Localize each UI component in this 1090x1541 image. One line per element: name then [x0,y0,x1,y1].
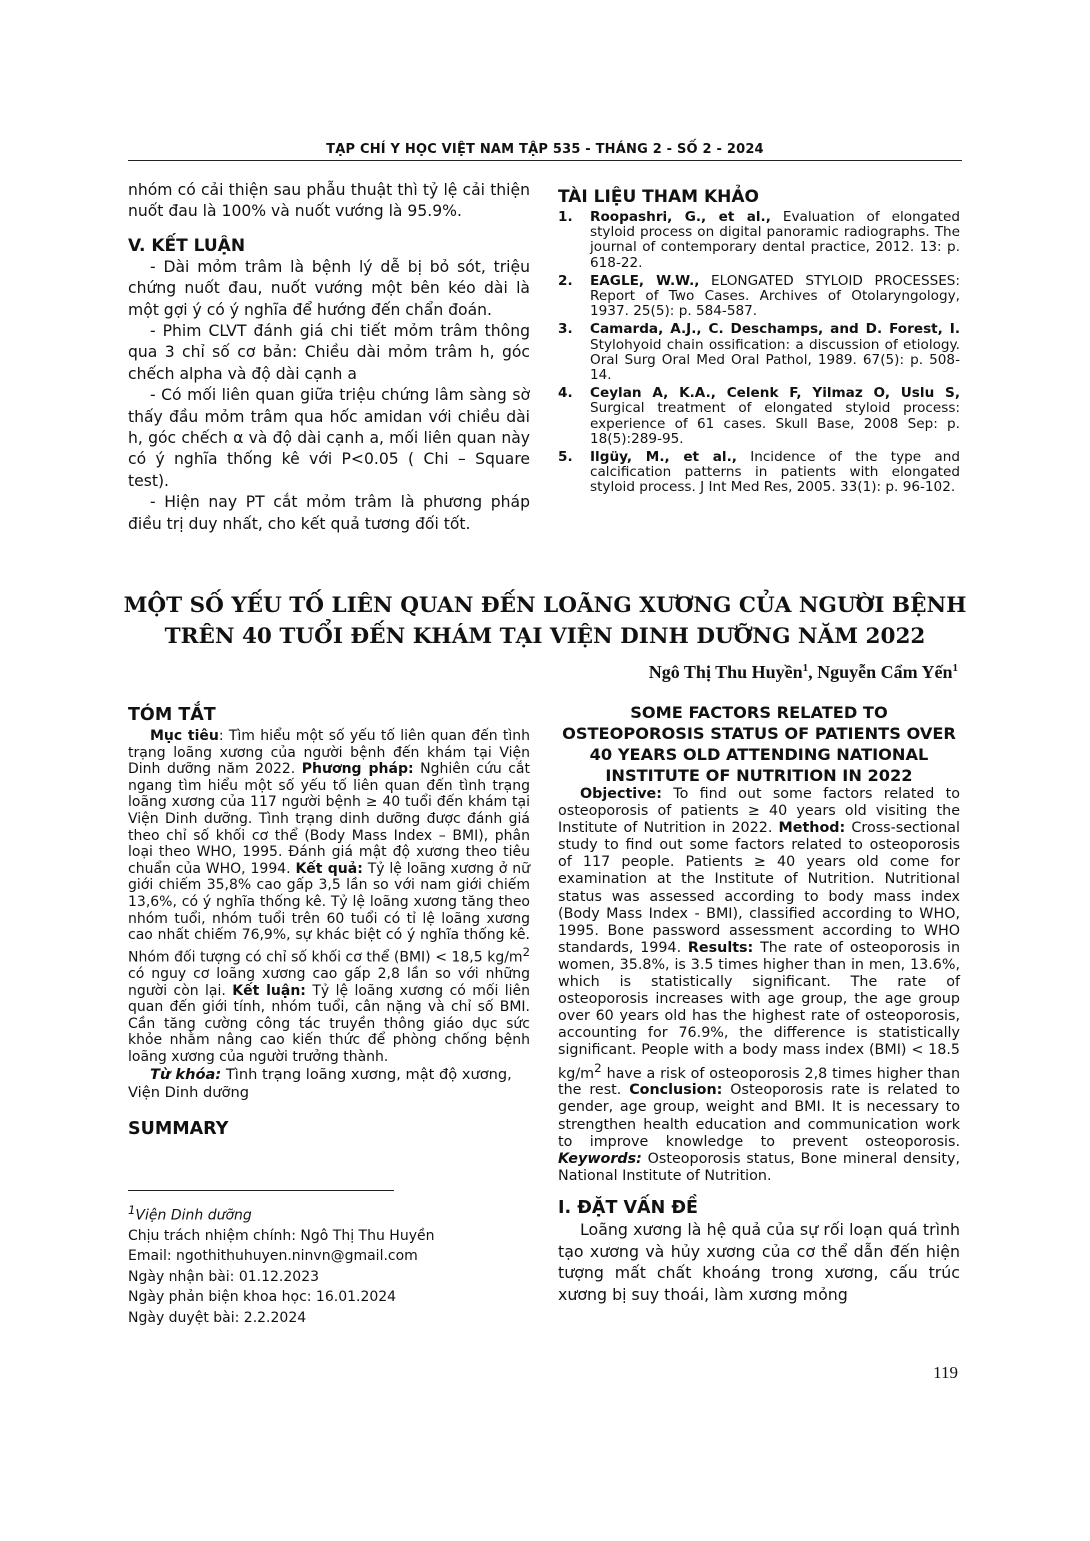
vn-abstract-body [128,728,530,1066]
reference-authors: Roopashri, G., et al., [590,209,771,225]
en-abstract-body [558,786,960,1185]
author-affiliation-mark: 1 [802,662,809,674]
conclusion-paragraph: - Có mối liên quan giữa triệu chứng lâm sàng sờ thấy đầu mỏm trâm qua hốc amidan với chiều dài h, góc chếch α và độ dài cạnh a, mối liên quan này có ý nghĩa thống kê với P<0.05 ( Chi – Square test). [128,386,530,490]
reference-text: Evaluation of elongated styloid process on digital panoramic radiographs. The journal of contemporary dental practice, 2012. 13: p. 618-22. [590,209,960,271]
summary-heading: SUMMARY [128,1118,229,1139]
label-objective: Objective: [580,786,662,802]
footnote-received: Ngày nhận bài: 01.12.2023 [128,1268,320,1285]
reference-item [558,274,960,320]
journal-header: TẠP CHÍ Y HỌC VIỆT NAM TẬP 535 - THÁNG 2 - SỐ 2 - 2024 [326,142,764,157]
reference-text: Surgical treatment of elongated styloid process: experience of 61 cases. Skull Base, 2008 Sep: p. 18(5):289-95. [590,400,960,447]
author-separator: , [808,662,818,682]
affiliation-mark: 1 [128,1203,136,1217]
label-method: Phương pháp: [301,761,414,778]
prev-article-left-column [128,180,530,535]
en-title-line: 40 YEARS OLD ATTENDING NATIONAL [589,745,929,764]
abstract-text: Osteoporosis rate is related to gender, age group, weight and BMI. It is necessary to strengthen health education and communication work to improve knowledge to prevent osteoporosis. [558,1082,960,1150]
reference-item [558,450,960,496]
reference-number: 4. [558,385,573,402]
page-number: 119 [933,1363,958,1382]
label-conclusion: Conclusion: [629,1082,723,1099]
affiliation-text: Viện Dinh dưỡng [135,1207,252,1224]
vn-keywords [128,1066,530,1102]
header-rule [128,160,962,161]
reference-authors: Ilgüy, M., et al., [590,449,737,466]
reference-text: Incidence of the type and calcification patterns in patients with elongated styloid process. J Int Med Res, 2005. 33(1): p. 96-102. [590,449,961,496]
en-title-line: INSTITUTE OF NUTRITION IN 2022 [605,766,913,785]
conclusion-paragraph: - Phim CLVT đánh giá chi tiết mỏm trâm thông qua 3 chỉ số cơ bản: Chiều dài mỏm trâm h, góc chếch alpha và độ dài cạnh a [128,322,530,383]
author-name: Nguyễn Cẩm Yến [817,662,953,682]
reference-text: ELONGATED STYLOID PROCESSES: Report of Two Cases. Archives of Otolaryngology, 1937. 25(5): p. 584-587. [590,272,960,320]
vn-abstract-heading: TÓM TẮT [128,705,216,725]
reference-authors: EAGLE, W.W., [590,272,700,289]
vn-abstract-column [128,704,530,1140]
abstract-text: có nguy cơ loãng xương cao gấp 2,8 lần so với những người còn lại. [128,965,530,999]
references-column [558,186,960,499]
author-affiliation-mark: 1 [952,662,958,674]
reference-list [558,210,960,496]
footnote-affiliation [128,1200,528,1226]
en-title-line: SOME FACTORS RELATED TO [630,703,888,722]
reference-number: 5. [558,449,573,466]
superscript: 2 [522,944,530,959]
label-results: Kết quả: [295,860,363,877]
abstract-text: To find out some factors related to osteoporosis of patients ≥ 40 years old visiting the Institute of Nutrition in 2022. [558,786,960,837]
reference-item [558,322,960,383]
en-abstract-title [558,702,960,786]
label-results: Results: [687,939,754,956]
label-method: Method: [778,820,846,837]
conclusion-paragraph: - Hiện nay PT cắt mỏm trâm là phương pháp điều trị duy nhất, cho kết quả tương đối tốt. [128,493,530,533]
en-abstract-column [558,702,960,1305]
conclusion-paragraph: - Dài mỏm trâm là bệnh lý dễ bị bỏ sót, triệu chứng nuốt đau, nuốt vướng một bên kéo dài là một gợi ý có ý nghĩa để hướng đến chẩn đoán. [128,257,530,319]
footnote-approved: Ngày duyệt bài: 2.2.2024 [128,1309,307,1326]
label-conclusion: Kết luận: [232,982,306,999]
reference-item [558,210,960,271]
abstract-text: have a risk of osteoporosis 2,8 times higher than the rest. [558,1065,960,1099]
intro-text: Loãng xương là hệ quả của sự rối loạn quá trình tạo xương và hủy xương của cơ thể dẫn đến hiện tượng mất chất khoáng trong xương, cấu trúc xương bị suy thoái, làm xương mỏng [558,1219,960,1304]
abstract-text: Tỷ lệ loãng xương có mối liên quan đến giới tính, nhóm tuổi, cân nặng và chỉ số BMI. Cần tăng cường công tác truyền thông giáo dục sức khỏe nhằm nâng cao kiến thức để phòng chống bệnh loãng xương của người trưởng thành. [128,982,531,1065]
superscript: 2 [594,1060,602,1075]
reference-number: 1. [558,209,573,225]
en-title-line: OSTEOPOROSIS STATUS OF PATIENTS OVER [562,724,956,743]
conclusion-heading: V. KẾT LUẬN [128,235,246,256]
label-objective: Mục tiêu [150,728,219,744]
label-keywords: Từ khóa: [150,1065,222,1083]
prev-intro-text: nhóm có cải thiện sau phẫu thuật thì tỷ lệ cải thiện nuốt đau là 100% và nuốt vướng là 95.9%. [128,181,530,221]
article-authors [649,662,958,683]
footnote-rule [128,1190,394,1191]
reference-number: 3. [558,321,573,338]
abstract-text: Cross-sectional study to find out some factors related to osteoporosis of 117 people. Patients ≥ 40 years old come for examination at the Institute of Nutrition. Nutritional status was assessed according to body mass index (Body Mass Index - BMI), classified according to WHO, 1995. Bone password assessment according to WHO standards, 1994. [558,820,961,956]
reference-number: 2. [558,272,573,289]
article-title-line: MỘT SỐ YẾU TỐ LIÊN QUAN ĐẾN LOÃNG XƯƠNG CỦA NGƯỜI BỆNH [123,593,967,618]
abstract-text: Nghiên cứu cắt ngang tìm hiểu một số yếu tố liên quan đến tình trạng loãng xương của 117 người bệnh ≥ 40 tuổi đến khám tại Viện Dinh dưỡng. Tình trạng dinh dưỡng được đánh giá theo chỉ số khối cơ thể (Body Mass Index – BMI), phân loại theo WHO, 1995. Đánh giá mật độ xương theo tiêu chuẩn của WHO, 1994. [128,761,530,877]
label-keywords: Keywords: [558,1150,642,1167]
article-title-line: TRÊN 40 TUỔI ĐẾN KHÁM TẠI VIỆN DINH DƯỠNG NĂM 2022 [164,624,926,649]
abstract-text: Tỷ lệ loãng xương ở nữ giới chiếm 35,8% cao gấp 3,5 lần so với nam giới chiếm 13,6%, có ý nghĩa thống kê. Tỷ lệ loãng xương tăng theo nhóm tuổi, nhóm tuổi trên 60 tuổi có tỉ lệ loãng xương cao nhất chiếm 76,9%, sự khác biệt có ý nghĩa thống kê. Nhóm đối tượng có chỉ số khối cơ thể (BMI) < 18,5 kg/m [128,860,530,966]
footnote-email: Email: ngothithuhuyen.ninvn@gmail.com [128,1248,418,1265]
footnotes [128,1200,528,1328]
reference-authors: Camarda, A.J., C. Deschamps, and D. Forest, I. [590,321,960,338]
intro-heading: I. ĐẶT VẤN ĐỀ [558,1197,698,1218]
abstract-text: : Tìm hiểu một số yếu tố liên quan đến tình trạng loãng xương của người bệnh đến khám tại Viện Dinh dưỡng năm 2022. [128,728,530,778]
references-heading: TÀI LIỆU THAM KHẢO [558,187,759,207]
footnote-responsible: Chịu trách nhiệm chính: Ngô Thị Thu Huyền [128,1228,435,1245]
footnote-reviewed: Ngày phản biện khoa học: 16.01.2024 [128,1289,397,1306]
reference-text: Stylohyoid chain ossification: a discussion of etiology. Oral Surg Oral Med Oral Pathol, 1989. 67(5): p. 508-14. [590,336,960,384]
keywords-text: Tình trạng loãng xương, mật độ xương, Viện Dinh dưỡng [128,1065,512,1101]
reference-authors: Ceylan A, K.A., Celenk F, Yilmaz O, Uslu S, [590,385,960,402]
article-title [100,590,990,652]
keywords-text: Osteoporosis status, Bone mineral density, National Institute of Nutrition. [558,1150,960,1184]
abstract-text: The rate of osteoporosis in women, 35.8%, is 3.5 times higher than in men, 13.6%, which is statistically significant. The rate of osteoporosis increases with age group, the age group over 60 years old has the highest rate of osteoporosis, accounting for 76.9%, the difference is statistically significant. People with a body mass index (BMI) < 18.5 kg/m [558,939,961,1082]
author-name: Ngô Thị Thu Huyền [648,662,803,682]
reference-item [558,386,960,447]
